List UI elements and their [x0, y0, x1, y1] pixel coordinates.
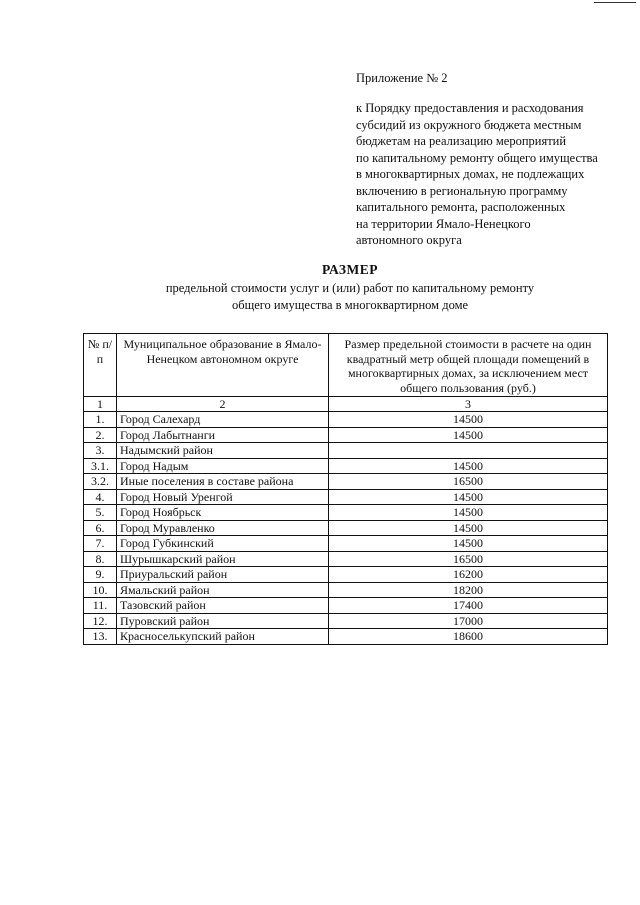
- cost-value: 18600: [329, 629, 608, 645]
- municipality-name: Город Надым: [117, 458, 329, 474]
- row-number: 7.: [84, 536, 117, 552]
- row-number: 6.: [84, 520, 117, 536]
- corner-line: [594, 2, 636, 3]
- row-number: 13.: [84, 629, 117, 645]
- cost-value: 18200: [329, 582, 608, 598]
- cost-value: 14500: [329, 505, 608, 521]
- column-index-row: [84, 397, 608, 412]
- table-row: [84, 443, 608, 459]
- table-row: [84, 412, 608, 428]
- municipality-name: Город Новый Уренгой: [117, 489, 329, 505]
- table-row: [84, 505, 608, 521]
- table-row: [84, 427, 608, 443]
- municipality-name: Ямальский район: [117, 582, 329, 598]
- subtitle-line: общего имущества в многоквартирном доме: [231, 297, 469, 312]
- appendix-line: бюджетам на реализацию мероприятий: [356, 134, 567, 148]
- row-number: 5.: [84, 505, 117, 521]
- appendix-line: капитального ремонта, расположенных: [356, 200, 566, 214]
- table-row: [84, 598, 608, 614]
- row-number: 3.1.: [84, 458, 117, 474]
- document-title: РАЗМЕР: [321, 262, 379, 277]
- municipality-name: Пуровский район: [117, 613, 329, 629]
- municipality-name: Город Лабытнанги: [117, 427, 329, 443]
- column-index: 2: [117, 397, 329, 412]
- table-row: [84, 536, 608, 552]
- municipality-name: Надымский район: [117, 443, 329, 459]
- municipality-name: Шурышкарский район: [117, 551, 329, 567]
- cost-value: 16500: [329, 474, 608, 490]
- cost-value: 14500: [329, 412, 608, 428]
- municipality-name: Город Муравленко: [117, 520, 329, 536]
- appendix-line: на территории Ямало-Ненецкого: [356, 216, 531, 231]
- municipality-name: Город Салехард: [117, 412, 329, 428]
- table-row: [84, 474, 608, 490]
- municipality-name: Красноселькупский район: [117, 629, 329, 645]
- row-number: 2.: [84, 427, 117, 443]
- row-number: 4.: [84, 489, 117, 505]
- header-cost: Размер предельной стоимости в расчете на один квадратный метр общей площади помещений в многоквартирных домах, за исключением мест общего пользования (руб.): [329, 334, 608, 397]
- table-header-row: [84, 334, 608, 397]
- appendix-label: Приложение № 2: [356, 71, 448, 85]
- row-number: 10.: [84, 582, 117, 598]
- appendix-line: по капитальному ремонту общего имущества: [356, 150, 598, 165]
- row-number: 11.: [84, 598, 117, 614]
- appendix-line: автономного округа: [356, 233, 462, 247]
- table-row: [84, 613, 608, 629]
- column-index: 1: [84, 397, 117, 412]
- municipality-name: Город Ноябрьск: [117, 505, 329, 521]
- cost-value: 17000: [329, 613, 608, 629]
- row-number: 3.2.: [84, 474, 117, 490]
- appendix-reference: [356, 100, 618, 249]
- column-index: 3: [329, 397, 608, 412]
- cost-value: 14500: [329, 427, 608, 443]
- header-municipality: Муниципальное образование в Ямало-Ненецком автономном округе: [117, 334, 329, 397]
- municipality-name: Город Губкинский: [117, 536, 329, 552]
- header-number: № п/п: [84, 334, 117, 397]
- cost-value: 14500: [329, 520, 608, 536]
- cost-table: [83, 333, 608, 645]
- table-row: [84, 520, 608, 536]
- table-row: [84, 551, 608, 567]
- cost-value: 17400: [329, 598, 608, 614]
- row-number: 9.: [84, 567, 117, 583]
- appendix-line: включению в региональную программу: [356, 183, 568, 198]
- cost-value: 16200: [329, 567, 608, 583]
- cost-value: 14500: [329, 536, 608, 552]
- row-number: 12.: [84, 613, 117, 629]
- table-row: [84, 567, 608, 583]
- table-row: [84, 582, 608, 598]
- row-number: 8.: [84, 551, 117, 567]
- municipality-name: Тазовский район: [117, 598, 329, 614]
- subtitle-line: предельной стоимости услуг и (или) работ по капитальному ремонту: [165, 281, 535, 295]
- municipality-name: Приуральский район: [117, 567, 329, 583]
- cost-value: 16500: [329, 551, 608, 567]
- table-row: [84, 629, 608, 645]
- table-row: [84, 489, 608, 505]
- table-row: [84, 458, 608, 474]
- appendix-line: субсидий из окружного бюджета местным: [356, 117, 582, 132]
- row-number: 3.: [84, 443, 117, 459]
- document-subtitle: [40, 280, 640, 313]
- cost-value: 14500: [329, 458, 608, 474]
- row-number: 1.: [84, 412, 117, 428]
- cost-value: 14500: [329, 489, 608, 505]
- appendix-line: в многоквартирных домах, не подлежащих: [356, 167, 585, 181]
- municipality-name: Иные поселения в составе района: [117, 474, 329, 490]
- cost-value: [329, 443, 608, 459]
- appendix-line: к Порядку предоставления и расходования: [356, 101, 584, 115]
